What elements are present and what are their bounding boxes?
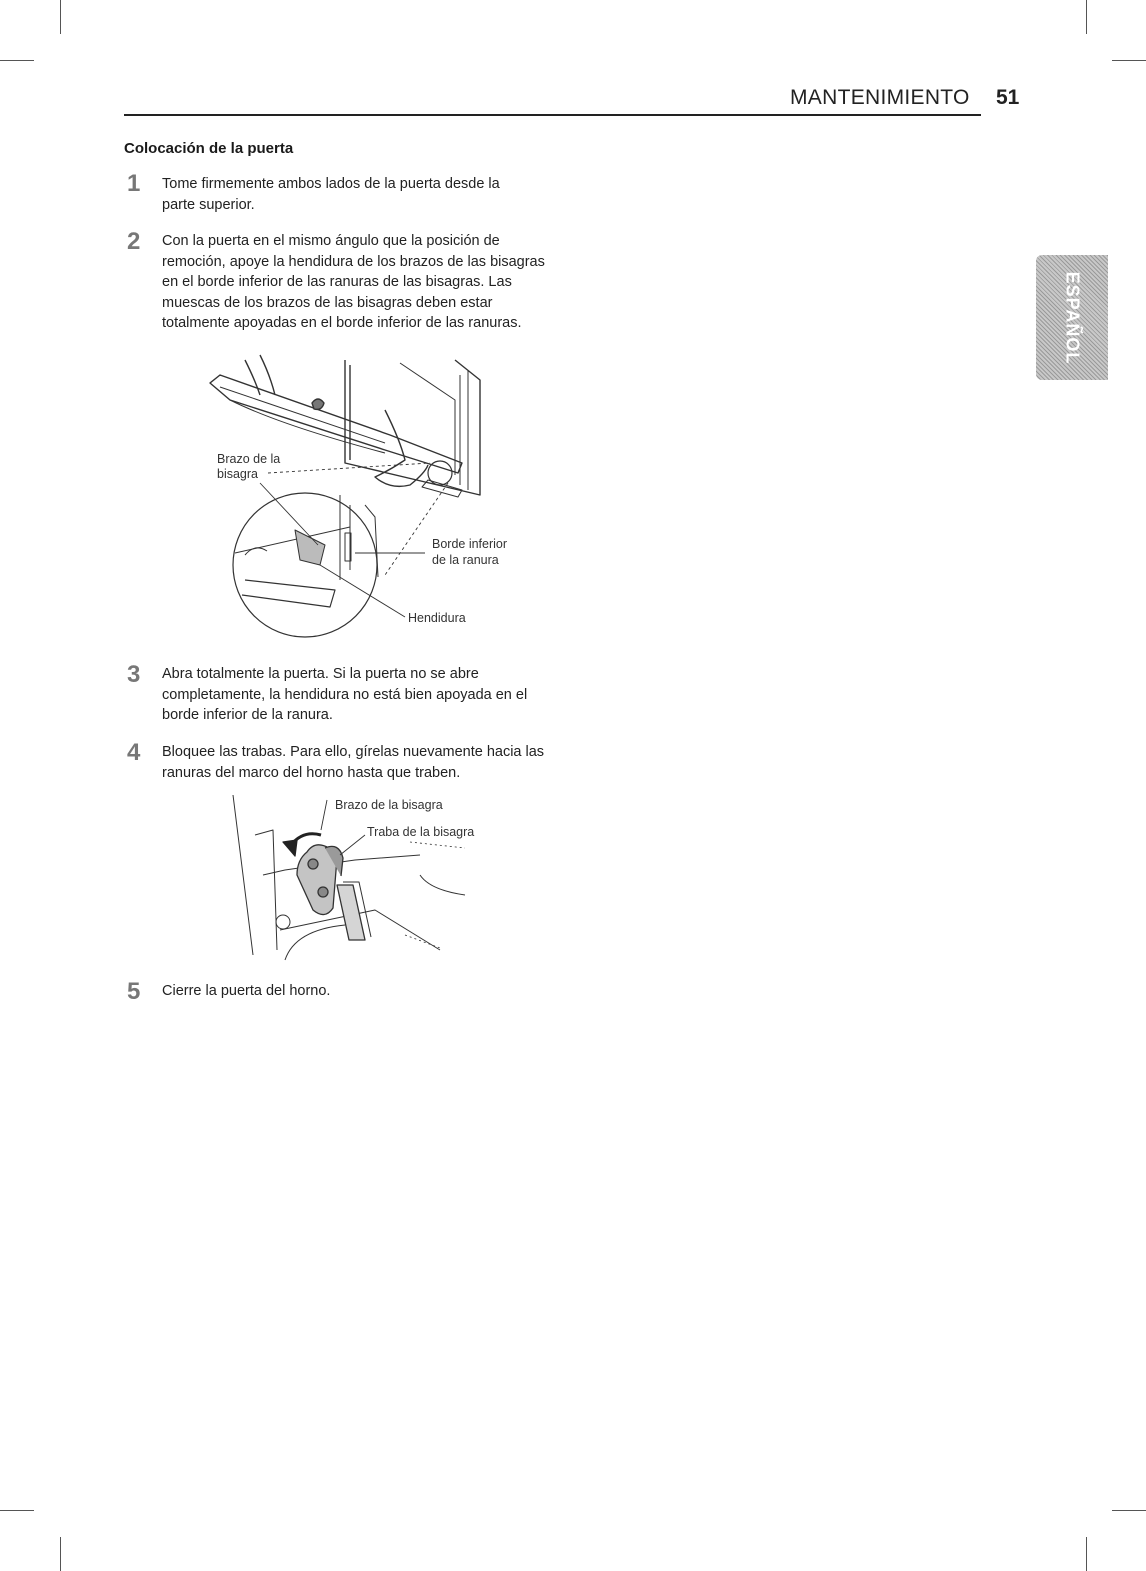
language-tab-label: ESPAÑOL <box>1062 271 1083 364</box>
label-slot-edge-line2: de la ranura <box>432 553 499 567</box>
crop-mark <box>1112 60 1146 61</box>
label-hinge-arm-line2: bisagra <box>217 467 258 481</box>
crop-mark <box>0 1510 34 1511</box>
step-text: Tome firmemente ambos lados de la puerta desde la parte superior. <box>162 176 500 213</box>
door-hinge-illustration <box>200 355 540 640</box>
step-number: 2 <box>127 228 141 255</box>
step-number: 5 <box>127 978 141 1005</box>
page-number: 51 <box>996 86 1020 109</box>
crop-mark <box>1112 1510 1146 1511</box>
crop-mark <box>60 0 61 34</box>
step-text: Cierre la puerta del horno. <box>162 983 331 999</box>
header-divider <box>124 114 981 116</box>
crop-mark <box>1086 0 1087 34</box>
label-notch: Hendidura <box>408 611 466 625</box>
label-hinge-arm-line1: Brazo de la <box>217 452 281 466</box>
crop-mark <box>1086 1537 1087 1571</box>
crop-mark <box>60 1537 61 1571</box>
page-header-title: MANTENIMIENTO <box>790 86 970 109</box>
language-tab <box>1036 255 1108 380</box>
hinge-lock-illustration <box>225 790 495 960</box>
label-hinge-lock: Traba de la bisagra <box>367 825 475 839</box>
section-title: Colocación de la puerta <box>124 140 294 157</box>
crop-mark <box>0 60 34 61</box>
step-text: Con la puerta en el mismo ángulo que la posición de remoción, apoye la hendidura de los brazos de las bisagras en el borde inferior de las ranuras de las bisagras. Las muescas de los brazos de las bisagras deben estar totalmente apoyadas en el borde inferior de las ranuras. <box>162 233 545 331</box>
step-number: 3 <box>127 661 141 688</box>
step-number: 4 <box>127 739 141 766</box>
label-slot-edge-line1: Borde inferior <box>432 537 508 551</box>
step-text: Abra totalmente la puerta. Si la puerta no se abre completamente, la hendidura no está bien apoyada en el borde inferior de la ranura. <box>162 666 528 723</box>
label-hinge-arm: Brazo de la bisagra <box>335 798 443 812</box>
step-number: 1 <box>127 170 141 197</box>
step-text: Bloquee las trabas. Para ello, gírelas nuevamente hacia las ranuras del marco del horno hasta que traben. <box>162 744 545 781</box>
